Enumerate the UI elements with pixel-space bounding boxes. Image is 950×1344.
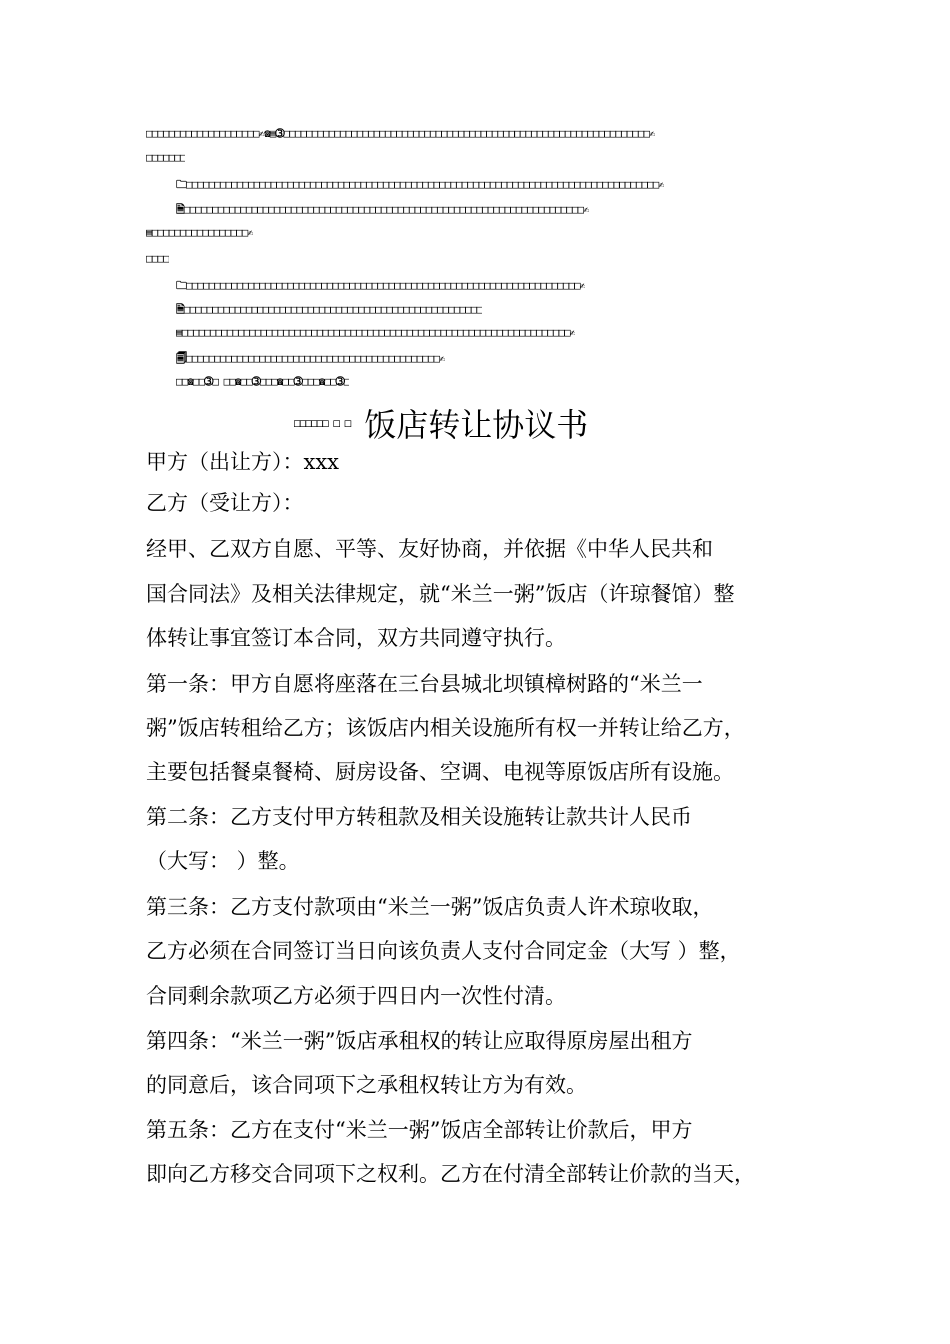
article-line: 的同意后，该合同项下之承租权转让方为有效。 [146,1073,587,1097]
garbled-header-line: 🗎□□□□□□□□□□□□□□□□□□□□□□□□□□□□□□□□□□□□□□□□□□□□□□□□□□□□□□□□□□□□□□□□□□□□□□□✍ [176,203,589,216]
garbled-header-line: 🗎□□□□□□□□□□□□□□□□□□□□□□□□□□□□□□□□□□□□□□□□□□□□□□□□□□□□□ [176,303,482,316]
garbled-header-line: 🗀□□□□□□□□□□□□□□□□□□□□□□□□□□□□□□□□□□□□□□□□□□□□□□□□□□□□□□□□□□□□□□□□□□□□□□□□□□□□□□□□□□□□✍ [176,178,664,191]
article-line: 第四条：“米兰一粥”饭店承租权的转让应取得原房屋出租方 [146,1029,693,1053]
article-line: 乙方必须在合同签订当日向该负责人支付合同定金（大写 ）整， [146,939,741,963]
party-b-line: 乙方（受让方）： [146,491,304,515]
body-paragraph-line: 经甲、乙双方自愿、平等、友好协商，并依据《中华人民共和 [146,537,713,561]
title-text: 饭店转让协议书 [364,406,589,444]
article-line: 第一条：甲方自愿将座落在三台县城北坝镇樟树路的“米兰一 [146,672,703,696]
article-line: 第五条：乙方在支付“米兰一粥”饭店全部转让价款后，甲方 [146,1118,693,1142]
article-line: 第二条：乙方支付甲方转租款及相关设施转让款共计人民币 [146,805,692,829]
party-a-line: 甲方（出让方）：xxx [146,450,340,474]
title-garbled-prefix: □□□□□□ □ □ [294,416,351,430]
article-line: 第三条：乙方支付款项由“米兰一粥”饭店负责人许术琼收取， [146,895,714,919]
garbled-header-line: □□☎□□➂□ □□☎□□➂□□□☎□□➂□□□☎□□➂□ [176,375,350,388]
garbled-header-line: □□□□ [146,252,169,265]
garbled-header-line: □□□□□□□ [146,151,186,164]
garbled-header-line: □□□□□□□□□□□□□□□□□□□□✍☎▤➂□□□□□□□□□□□□□□□□□□□□□□□□□□□□□□□□□□□□□□□□□□□□□□□□□□□□□□□□□□□□□□□□□✍ [146,127,655,140]
article-line: 粥”饭店转租给乙方；该饭店内相关设施所有权一并转让给乙方， [146,716,745,740]
body-paragraph-line: 国合同法》及相关法律规定，就“米兰一粥”饭店（许琼餐馆）整 [146,582,735,606]
garbled-header-line: 🗐□□□□□□□□□□□□□□□□□□□□□□□□□□□□□□□□□□□□□□□□□□□□□✍ [176,352,445,365]
article-line: 主要包括餐桌餐椅、厨房设备、空调、电视等原饭店所有设施。 [146,760,734,784]
article-line: 即向乙方移交合同项下之权利。乙方在付清全部转让价款的当天， [146,1162,755,1186]
garbled-header-line: ▤□□□□□□□□□□□□□□□□□□□□□□□□□□□□□□□□□□□□□□□□□□□□□□□□□□□□□□□□□□□□□□□□□□□□□✍ [176,326,576,339]
document-title [294,400,588,450]
article-line: 合同剩余款项乙方必须于四日内一次性付清。 [146,984,566,1008]
article-line: （大写： ）整。 [146,849,300,873]
body-paragraph-line: 体转让事宜签订本合同，双方共同遵守执行。 [146,626,566,650]
garbled-header-line: ▤□□□□□□□□□□□□□□□□□✍ [146,226,253,239]
garbled-header-line: 🗀□□□□□□□□□□□□□□□□□□□□□□□□□□□□□□□□□□□□□□□□□□□□□□□□□□□□□□□□□□□□□□□□□□□□□□✍ [176,279,586,292]
